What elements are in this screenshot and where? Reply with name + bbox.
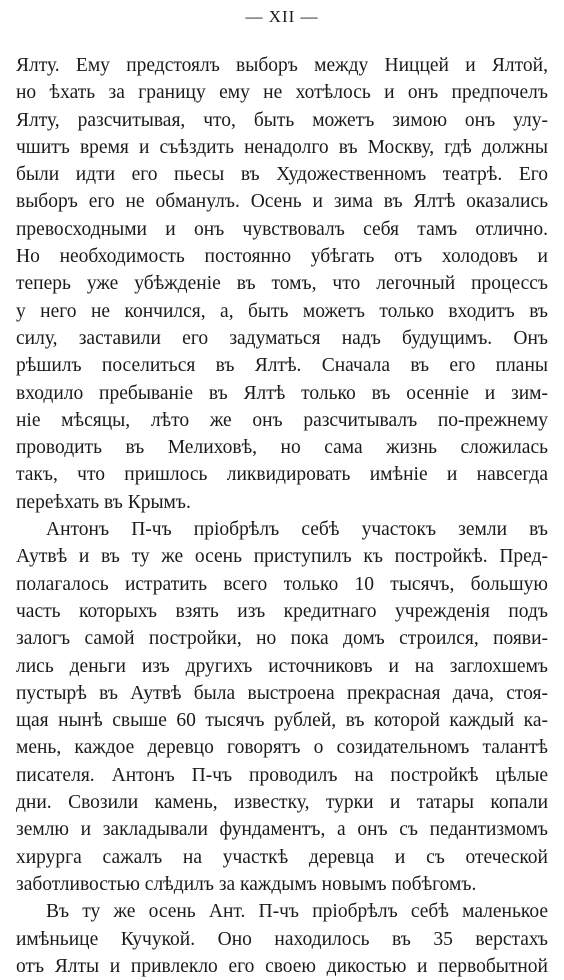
text-line: чшитъ время и съѣздить ненадолго въ Москву, гдѣ должны: [16, 136, 548, 158]
text-line: Ялту. Ему предстоялъ выборъ между Ниццей и Ялтой,: [16, 55, 548, 76]
text-line: такъ, что пришлось ликвидировать имѣніе и навсегда: [16, 464, 548, 486]
text-line: имѣньице Кучукой. Оно находилось въ 35 верстахъ: [16, 928, 548, 950]
text-line: Ялту, разсчитывая, что, быть можетъ зимою онъ улу-: [16, 109, 548, 131]
text-line: часть которыхъ взять изъ кредитнаго учрежденія подъ: [16, 600, 548, 622]
text-line: превосходными и онъ чувствовалъ себя тамъ отлично.: [16, 218, 548, 240]
text-line: Но необходимость постоянно убѣгать отъ холодовъ и: [16, 246, 548, 268]
text-line: у него не кончился, а, быть можетъ только входитъ въ: [16, 300, 548, 322]
text-line: лись деньги изъ другихъ источниковъ и на заглохшемъ: [16, 655, 548, 677]
text-line: Аутвѣ и въ ту же осень приступилъ къ постройкѣ. Пред-: [16, 546, 548, 568]
text-line: выборъ его не обманулъ. Осень и зима въ Ялтѣ оказались: [16, 191, 548, 213]
text-line: полагалось истратить всего только 10 тысячъ, большую: [16, 573, 548, 595]
text-line: отъ Ялты и привлекло его своею дикостью и первобытной: [16, 955, 548, 977]
paragraph-start-line: Въ ту же осень Ант. П-чъ пріобрѣлъ себѣ маленькое: [46, 901, 548, 923]
page-number: — XII —: [245, 7, 319, 26]
paragraph-end-line: заботливостью слѣдилъ за каждымъ новымъ побѣгомъ.: [16, 873, 477, 895]
text-line: теперь уже убѣжденіе въ томъ, что легочный процессъ: [16, 273, 548, 295]
text-line: хирурга сажалъ на участкѣ деревца и съ отеческой: [16, 846, 548, 868]
text-line: пустырѣ въ Аутвѣ была выстроена прекрасная дача, стоя-: [16, 682, 548, 704]
text-line: ніе мѣсяцы, лѣто же онъ разсчитывалъ по-прежнему: [16, 409, 548, 431]
body-text: [16, 52, 548, 980]
text-line: были идти его пьесы въ Художественномъ театрѣ. Его: [16, 164, 548, 186]
text-line: мень, каждое деревцо говорятъ о созидательномъ талантѣ: [16, 737, 548, 759]
paragraph-end-line: переѣхать въ Крымъ.: [16, 491, 191, 513]
text-line: входило пребываніе въ Ялтѣ только въ осенніе и зим-: [16, 382, 548, 404]
paragraph-start-line: Антонъ П-чъ пріобрѣлъ себѣ участокъ земли въ: [46, 519, 548, 541]
text-line: рѣшилъ поселиться въ Ялтѣ. Сначала въ его планы: [16, 355, 548, 377]
text-line: но ѣхать за границу ему не хотѣлось и онъ предпочелъ: [16, 82, 548, 104]
text-line: землю и закладывали фундаментъ, а онъ съ педантизмомъ: [16, 819, 548, 841]
text-line: проводить въ Мелиховѣ, но сама жизнь сложилась: [16, 437, 548, 459]
text-line: писателя. Антонъ П-чъ проводилъ на постройкѣ цѣлые: [16, 764, 548, 786]
text-line: силу, заставили его задуматься надъ будущимъ. Онъ: [16, 327, 548, 349]
text-line: щая нынѣ свыше 60 тысячъ рублей, въ которой каждый ка-: [16, 710, 548, 732]
text-line: дни. Свозили камень, известку, турки и татары копали: [16, 792, 548, 814]
text-line: залогъ самой постройки, но пока домъ строился, появи-: [16, 628, 548, 650]
